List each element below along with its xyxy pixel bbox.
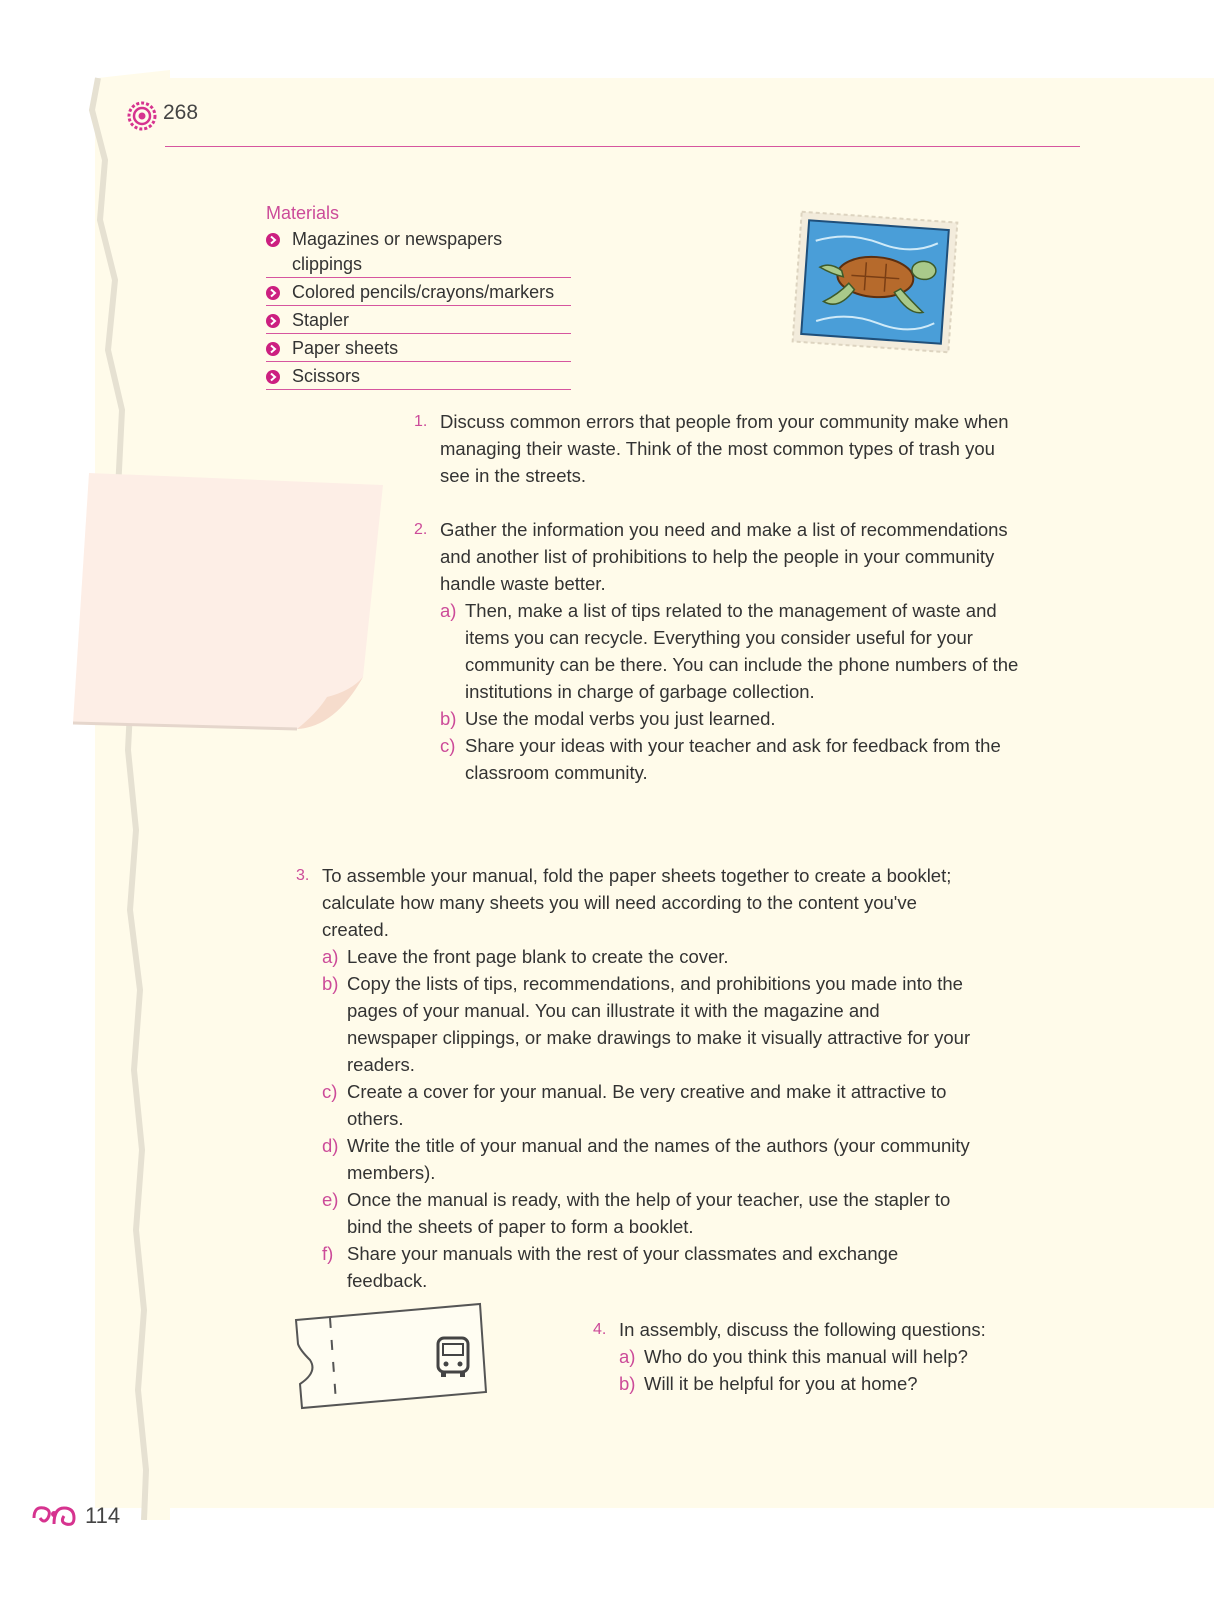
arrow-bullet-icon <box>266 342 280 356</box>
ornament-icon <box>30 1502 78 1530</box>
materials-title: Materials <box>266 203 340 223</box>
spiral-sun-icon <box>126 100 158 132</box>
subitem-letter: b) <box>322 973 339 994</box>
activity-subitem <box>322 1240 971 1294</box>
materials-box <box>266 203 571 392</box>
arrow-bullet-icon <box>266 370 280 384</box>
subitem-text: Create a cover for your manual. Be very creative and make it attractive to others. <box>347 1081 947 1129</box>
subitem-text: Who do you think this manual will help? <box>644 1346 968 1367</box>
header-page-label: 268 <box>163 101 199 124</box>
subitem-text: Then, make a list of tips related to the management of waste and items you can recycle. Everything you consider useful for your community can be there. You can include the phone numbers of the institutions in charge of garbage collection. <box>465 600 1019 702</box>
activity-subitem <box>322 970 971 1078</box>
activity-number: 1. <box>414 413 428 430</box>
subitem-text: Copy the lists of tips, recommendations, and prohibitions you made into the pages of your manual. You can illustrate it with the magazine and newspaper clippings, or make drawings to make it visually attractive for your readers. <box>347 973 971 1075</box>
activity-text: Discuss common errors that people from your community make when managing their waste. Think of the most common types of trash you see in the streets. <box>440 411 1009 486</box>
arrow-bullet-icon <box>266 286 280 300</box>
materials-item <box>266 280 571 306</box>
materials-item <box>266 227 571 278</box>
activity-subitem <box>322 1186 971 1240</box>
activity-text: Gather the information you need and make a list of recommendations and another list of prohibitions to help the people in your community handle waste better. <box>440 519 1008 594</box>
materials-item-label: Colored pencils/crayons/markers <box>292 282 555 302</box>
bus-ticket-illustration <box>290 1300 495 1415</box>
materials-item-label: Stapler <box>292 310 350 330</box>
activity-text: To assemble your manual, fold the paper sheets together to create a booklet; calculate how many sheets you will need according to the content you've created. <box>322 865 952 940</box>
materials-item <box>266 308 571 334</box>
activity-subitem <box>440 732 1024 786</box>
materials-list <box>266 227 571 390</box>
activity-text: In assembly, discuss the following questions: <box>619 1319 986 1340</box>
subitem-text: Leave the front page blank to create the cover. <box>347 946 729 967</box>
subitem-letter: e) <box>322 1189 339 1210</box>
activity-number: 4. <box>593 1321 607 1338</box>
subitem-text: Write the title of your manual and the names of the authors (your community members). <box>347 1135 970 1183</box>
subitem-letter: a) <box>619 1346 636 1367</box>
materials-item-label: Scissors <box>292 366 361 386</box>
activity-subitem <box>322 943 971 970</box>
activity-3 <box>296 862 971 1294</box>
subitem-letter: c) <box>440 735 456 756</box>
arrow-bullet-icon <box>266 233 280 247</box>
header-rule <box>165 146 1080 147</box>
activity-subitem <box>322 1078 971 1132</box>
subitem-letter: d) <box>322 1135 339 1156</box>
subitem-letter: b) <box>619 1373 636 1394</box>
materials-item <box>266 336 571 362</box>
footer-page-number: 114 <box>85 1503 121 1528</box>
subitem-text: Use the modal verbs you just learned. <box>465 708 776 729</box>
activities-1-2 <box>414 408 1024 786</box>
materials-item-label: Paper sheets <box>292 338 399 358</box>
arrow-bullet-icon <box>266 314 280 328</box>
activity-subitem <box>322 1132 971 1186</box>
subitem-letter: c) <box>322 1081 338 1102</box>
activity-subitem <box>619 1370 1013 1397</box>
subitem-text: Once the manual is ready, with the help of your teacher, use the stapler to bind the sheets of paper to form a booklet. <box>347 1189 951 1237</box>
activity-subitem <box>440 705 1024 732</box>
subitem-text: Share your manuals with the rest of your classmates and exchange feedback. <box>347 1243 899 1291</box>
materials-item <box>266 364 571 390</box>
subitem-letter: b) <box>440 708 457 729</box>
activity-subitem <box>440 597 1024 705</box>
activity-subitem <box>619 1343 1013 1370</box>
activity-item <box>593 1316 1013 1397</box>
torn-paper-edge <box>70 70 170 1520</box>
subitem-letter: a) <box>322 946 339 967</box>
activity-number: 3. <box>296 867 310 884</box>
activity-item <box>296 862 971 1294</box>
activity-item <box>414 516 1024 786</box>
subitem-text: Will it be helpful for you at home? <box>644 1373 918 1394</box>
activity-4 <box>593 1316 1013 1397</box>
materials-item-label: Magazines or newspapers clippings <box>292 229 503 274</box>
sticky-note-illustration <box>65 465 395 740</box>
subitem-letter: f) <box>322 1243 334 1264</box>
sea-turtle-stamp-illustration <box>785 205 965 360</box>
activity-item <box>414 408 1024 489</box>
activity-number: 2. <box>414 521 428 538</box>
subitem-text: Share your ideas with your teacher and ask for feedback from the classroom community. <box>465 735 1001 783</box>
subitem-letter: a) <box>440 600 457 621</box>
